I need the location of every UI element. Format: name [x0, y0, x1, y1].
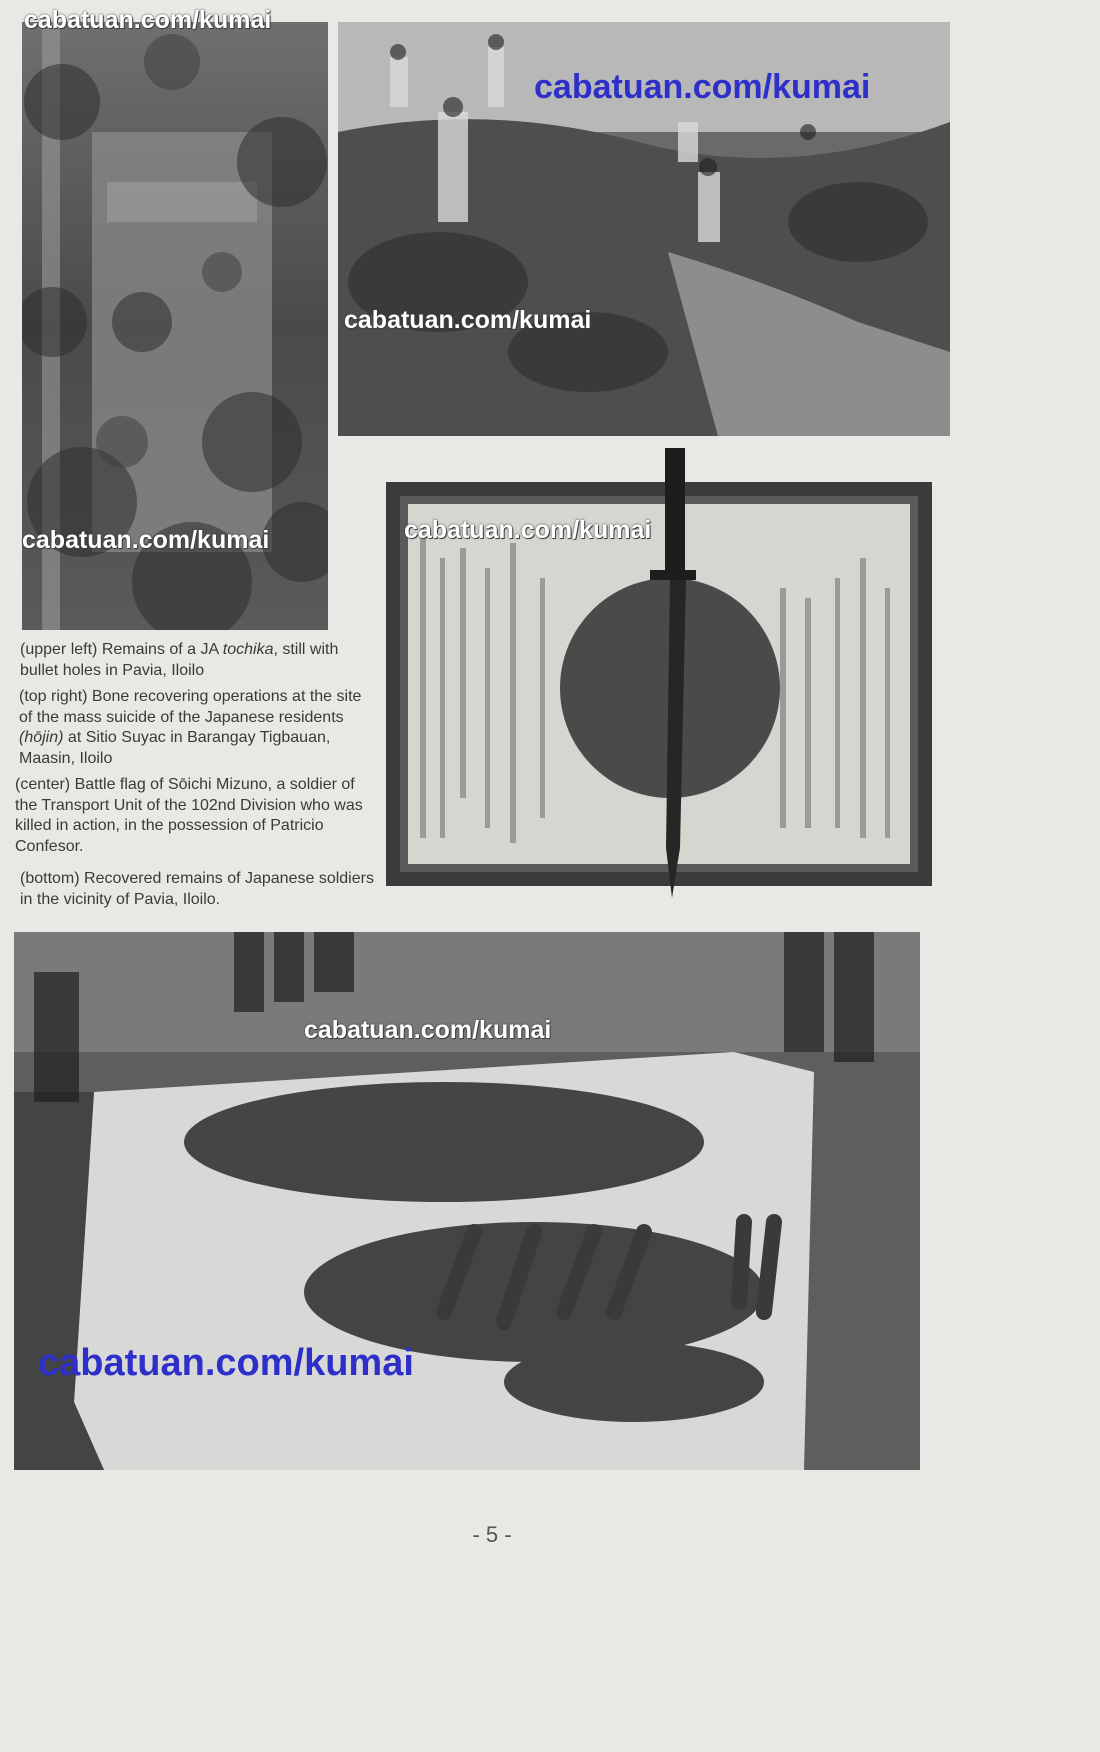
recovered-remains-photo: [14, 932, 920, 1470]
caption-upper-left-text-a: (upper left) Remains of a JA: [20, 641, 223, 658]
watermark-top-right-center: cabatuan.com/kumai: [344, 306, 592, 334]
caption-top-right: [19, 687, 375, 769]
caption-upper-left-text-c: , still with bullet holes in Pavia, Iloilo: [20, 641, 339, 679]
watermark-upper-left-top: cabatuan.com/kumai: [24, 6, 272, 34]
caption-top-right-text-c: at Sitio Suyac in Barangay Tigbauan, Maasin, Iloilo: [19, 729, 331, 767]
caption-upper-left: [20, 640, 375, 681]
caption-top-right-text-a: (top right) Bone recovering operations at the site of the mass suicide of the Japanese residents: [19, 688, 362, 726]
watermark-bottom-top: cabatuan.com/kumai: [304, 1016, 552, 1044]
caption-upper-left-term: tochika: [222, 641, 274, 658]
caption-center: (center) Battle flag of Sōichi Mizuno, a soldier of the Transport Unit of the 102nd Division who was killed in action, in the possession of Patricio Confesor.: [15, 776, 363, 855]
watermark-top-right-blue: cabatuan.com/kumai: [534, 68, 871, 106]
page-number: - 5 -: [472, 1522, 512, 1547]
captions-block: [15, 640, 375, 910]
caption-bottom: (bottom) Recovered remains of Japanese soldiers in the vicinity of Pavia, Iloilo.: [20, 870, 374, 908]
watermark-bottom-blue: cabatuan.com/kumai: [38, 1342, 414, 1384]
watermark-upper-left-bottom: cabatuan.com/kumai: [22, 526, 270, 554]
recovered-remains-photo-image: [14, 932, 920, 1470]
watermark-center: cabatuan.com/kumai: [404, 516, 652, 544]
caption-top-right-term: (hōjin): [19, 729, 64, 746]
